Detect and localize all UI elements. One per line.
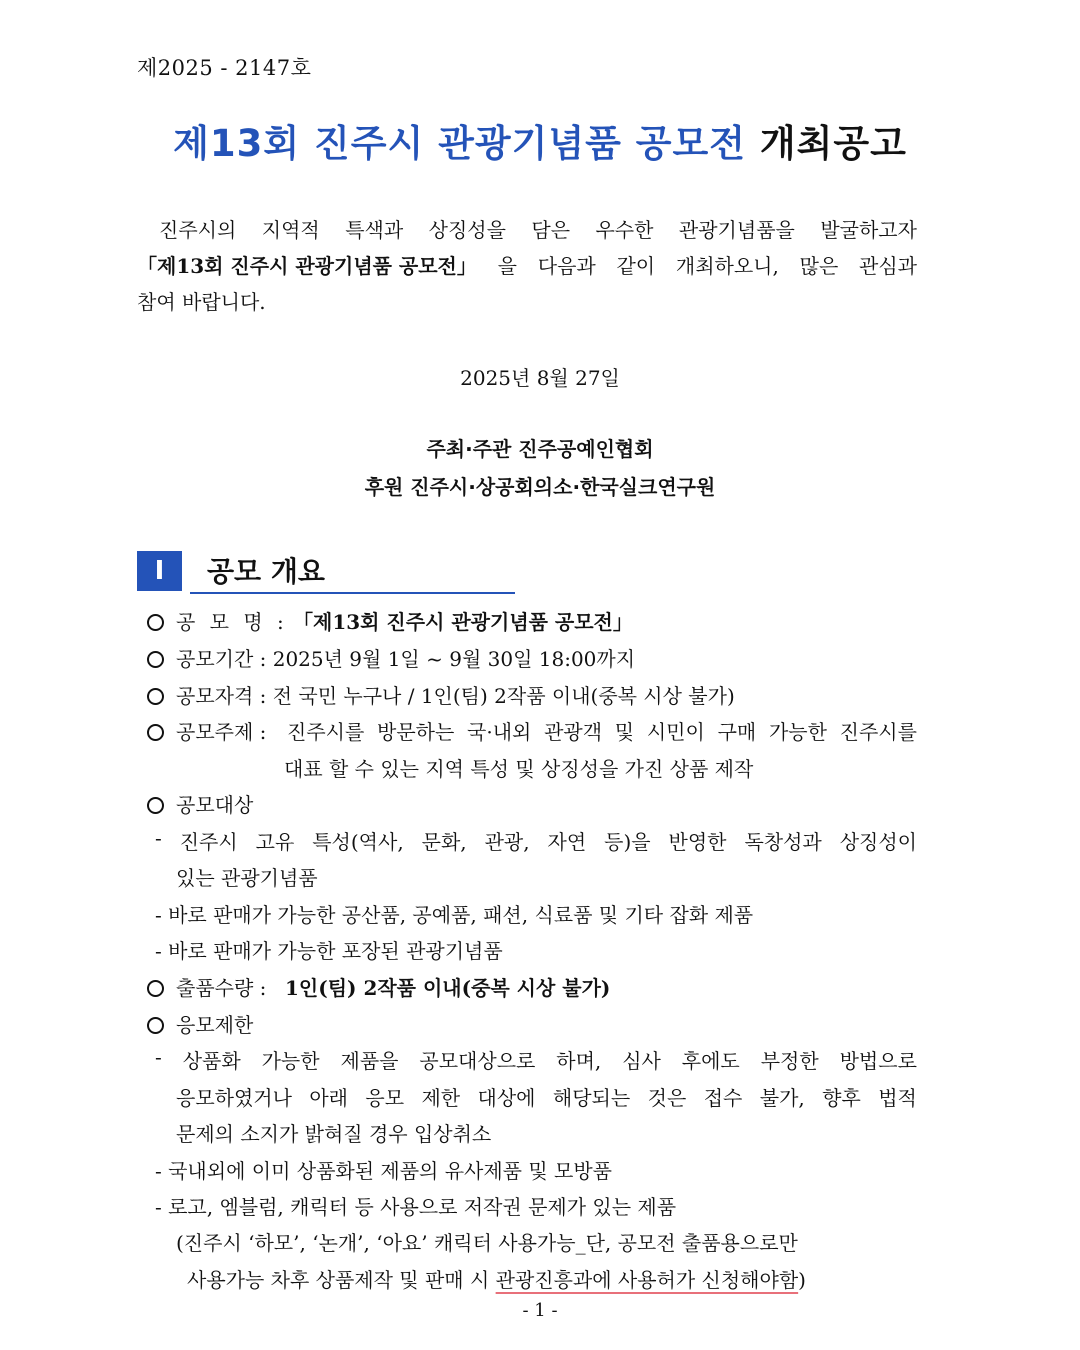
intro-word: 관광기념품을 [678,218,795,242]
item-name-label: 공 모 명 : [176,610,284,634]
target-2: - 바로 판매가 가능한 공산품, 공예품, 패션, 식료품 및 기타 잡화 제품 [155,903,754,927]
note-underlined-text: 관광진흥과에 사용허가 신청해야함 [495,1268,799,1292]
restriction-3: - 로고, 엠블럼, 캐릭터 등 사용으로 저작권 문제가 있는 제품 [155,1195,677,1219]
announcement-date: 2025년 8월 27일 [460,366,620,390]
intro-word: 상징성을 [428,218,506,242]
restriction-word: 후에도 [681,1049,740,1073]
target-1-line-2: 있는 관광기념품 [176,866,318,890]
bullet-circle-icon [147,980,164,997]
item-theme-line-1 [287,716,917,745]
intro-word: 개최하오니, [675,254,779,278]
restriction-note-line-2 [187,1264,806,1293]
target-word: 진주시 [179,830,238,854]
restriction-word: 것은 [647,1086,687,1110]
restriction-word: 응모 [365,1086,405,1110]
intro-line-1 [137,212,917,248]
target-word: 관광, [484,830,530,854]
section-number-badge: Ⅰ [137,551,182,591]
restriction-word: 향후 [822,1086,861,1110]
restriction-word: 불가, [759,1086,805,1110]
restriction-2: - 국내외에 이미 상품화된 제품의 유사제품 및 모방품 [155,1159,612,1183]
organizer: 주최·주관 진주공예인협회 [426,437,654,461]
item-target-label: 공모대상 [176,793,254,817]
restriction-word: - [155,1045,162,1069]
page-number: - 1 - [522,1300,558,1321]
target-word: 자연 [547,830,587,854]
item-quantity-value: 1인(팀) 2작품 이내(중복 시상 불가) [285,976,611,1000]
target-word: 특성(역사, [312,830,404,854]
bullet-circle-icon [147,688,164,705]
item-qualification: 공모자격 : 전 국민 누구나 / 1인(팀) 2작품 이내(중복 시상 불가) [176,684,735,708]
restriction-1-line-3: 문제의 소지가 밝혀질 경우 입상취소 [176,1122,492,1146]
theme-word: 방문하는 [377,720,455,744]
theme-word: 관광객 [544,720,603,744]
document-number: 제2025 - 2147호 [137,56,312,80]
intro-word: 을 [497,254,517,278]
section-title: 공모 개요 [207,555,325,588]
restriction-word: 해당되는 [552,1086,631,1110]
theme-word: 진주시를 [839,720,917,744]
intro-word: 같이 [616,254,656,278]
restriction-word: 방법으로 [839,1049,917,1073]
item-theme-line-2: 대표 할 수 있는 지역 특성 및 상징성을 가진 상품 제작 [284,757,754,781]
bullet-circle-icon [147,1017,164,1034]
target-word: - [155,826,162,850]
intro-word: 관심과 [859,254,917,278]
intro-word: 우수한 [595,218,654,242]
restriction-note-line-1: (진주시 ‘하모’, ‘논개’, ‘아요’ 캐릭터 사용가능_단, 공모전 출품용으로만 [176,1231,798,1255]
item-name-value: 「제13회 진주시 관광기념품 공모전」 [293,610,633,634]
intro-paragraph [137,212,917,320]
restriction-1-line-2 [176,1082,917,1111]
theme-word: 국·내외 [467,720,532,744]
target-1-line-1 [155,826,917,855]
intro-word: 담은 [531,218,571,242]
restriction-word: 법적 [878,1086,917,1110]
intro-word: 진주시의 [159,218,237,242]
target-3: - 바로 판매가 가능한 포장된 관광기념품 [155,939,503,963]
theme-word: 가능한 [768,720,827,744]
sponsor: 후원 진주시·상공회의소·한국실크연구원 [364,475,716,499]
restriction-word: 하며, [556,1049,602,1073]
target-word: 독창성과 [744,830,822,854]
note-text: 사용가능 차후 상품제작 및 판매 시 [187,1268,496,1292]
restriction-word: 부정한 [760,1049,819,1073]
theme-word: 구매 [717,720,757,744]
target-word: 등)을 [604,830,651,854]
item-quantity-label: 출품수량 : [176,976,267,1000]
restriction-word: 제품을 [340,1049,399,1073]
restriction-word: 상품화 [182,1049,241,1073]
title-suffix: 개최공고 [759,122,907,165]
item-theme-label: 공모주제 : [176,720,267,744]
note-text: ) [798,1268,806,1292]
theme-word: 및 [614,720,635,744]
restriction-word: 가능한 [261,1049,320,1073]
item-restriction-label: 응모제한 [176,1013,254,1037]
restriction-word: 응모하였거나 [176,1086,292,1110]
restriction-1-line-1 [155,1045,917,1074]
restriction-word: 대상에 [477,1086,536,1110]
intro-line-3: 참여 바랍니다. [137,290,266,314]
bullet-circle-icon [147,614,164,631]
item-period: 공모기간 : 2025년 9월 1일 ~ 9월 30일 18:00까지 [176,647,636,671]
section-underline [190,592,515,594]
target-word: 상징성이 [839,830,917,854]
contest-name: 「제13회 진주시 관광기념품 공모전」 [137,254,477,278]
intro-word: 많은 [799,254,839,278]
target-word: 반영한 [668,830,727,854]
restriction-word: 공모대상으로 [419,1049,536,1073]
page-title [0,113,1080,167]
target-word: 문화, [421,830,467,854]
bullet-circle-icon [147,797,164,814]
theme-word: 시민이 [646,720,705,744]
intro-word: 특색과 [345,218,404,242]
title-main: 제13회 진주시 관광기념품 공모전 [173,122,746,165]
intro-line-2 [137,248,917,284]
intro-word: 다음과 [537,254,596,278]
restriction-word: 제한 [421,1086,461,1110]
bullet-circle-icon [147,651,164,668]
restriction-word: 접수 [703,1086,743,1110]
restriction-word: 심사 [622,1049,661,1073]
intro-word: 발굴하고자 [820,218,917,242]
intro-word: 지역적 [261,218,320,242]
bullet-circle-icon [147,724,164,741]
theme-word: 진주시를 [287,720,365,744]
restriction-word: 아래 [309,1086,348,1110]
target-word: 고유 [255,830,295,854]
